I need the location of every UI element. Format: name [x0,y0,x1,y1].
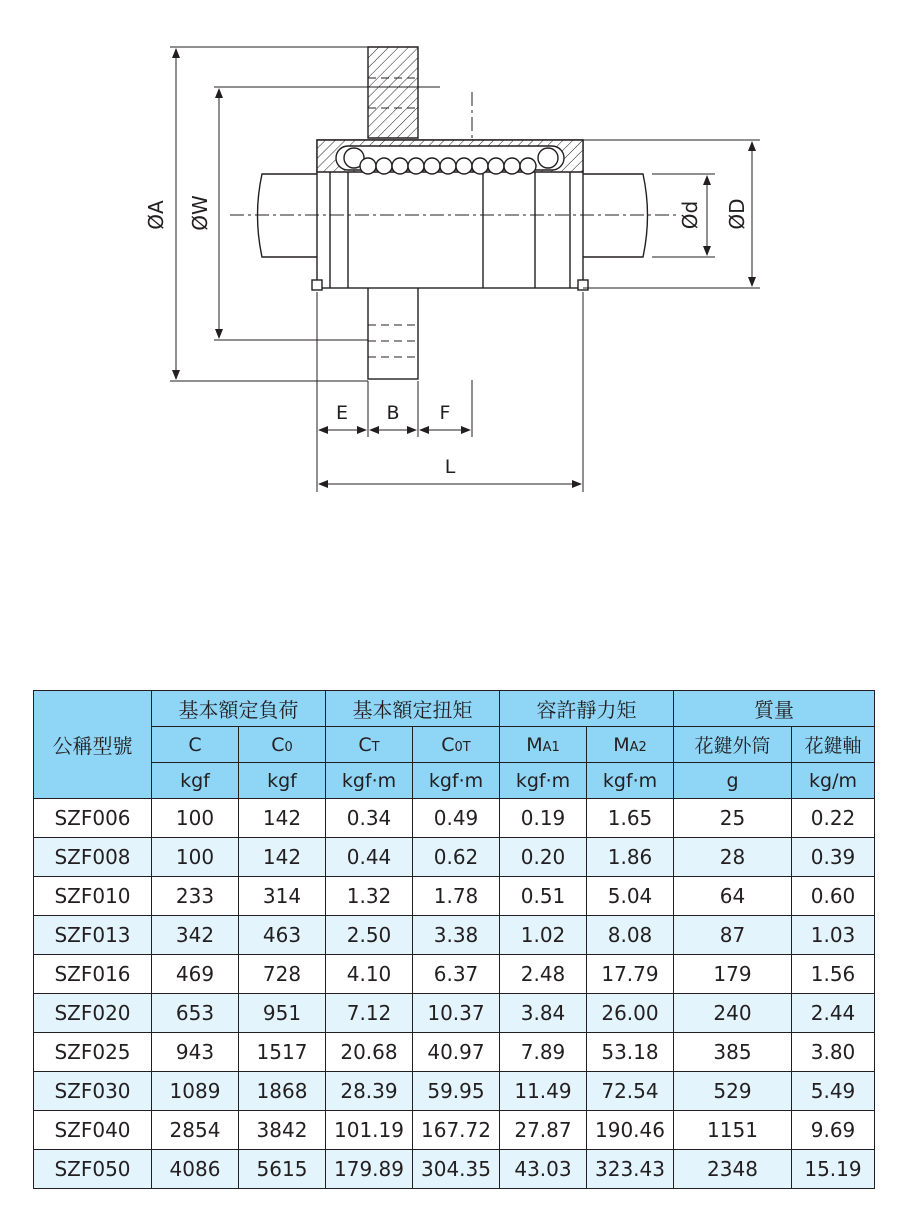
value-cell: 0.34 [326,799,413,838]
symbol-header [326,727,413,763]
value-cell: 2.44 [792,994,875,1033]
value-cell: 4.10 [326,955,413,994]
value-cell: 27.87 [500,1111,587,1150]
symbol-header [587,727,674,763]
symbol-sub: A1 [542,739,560,755]
value-cell: 8.08 [587,916,674,955]
symbol-main: C [271,733,285,756]
symbol-main: 花鍵軸 [804,735,862,757]
symbol-sub: 0 [284,739,293,755]
value-cell: 64 [674,877,792,916]
value-cell: 5.49 [792,1072,875,1111]
symbol-header [152,727,239,763]
value-cell: 469 [152,955,239,994]
value-cell: 7.89 [500,1033,587,1072]
technical-drawing [0,0,900,560]
value-cell: 28.39 [326,1072,413,1111]
value-cell: 6.37 [413,955,500,994]
unit-header: kgf·m [500,763,587,799]
symbol-main: M [526,733,543,756]
label-dia-d-outer: ØD [725,198,749,230]
symbol-header [792,727,875,763]
symbol-main: C [358,733,372,756]
symbol-main: C [441,733,455,756]
symbol-header [413,727,500,763]
model-cell: SZF013 [34,916,152,955]
value-cell: 10.37 [413,994,500,1033]
model-cell: SZF025 [34,1033,152,1072]
value-cell: 240 [674,994,792,1033]
value-cell: 4086 [152,1150,239,1189]
value-cell: 1.32 [326,877,413,916]
model-cell: SZF020 [34,994,152,1033]
value-cell: 72.54 [587,1072,674,1111]
value-cell: 1.65 [587,799,674,838]
value-cell: 385 [674,1033,792,1072]
model-cell: SZF050 [34,1150,152,1189]
value-cell: 0.49 [413,799,500,838]
symbol-header [239,727,326,763]
value-cell: 5.04 [587,877,674,916]
symbol-sub: T [371,739,380,755]
group-header: 容許靜力矩 [500,691,674,727]
value-cell: 28 [674,838,792,877]
value-cell: 1.78 [413,877,500,916]
value-cell: 0.51 [500,877,587,916]
value-cell: 142 [239,838,326,877]
table-row [34,877,875,916]
value-cell: 233 [152,877,239,916]
model-header: 公稱型號 [34,691,152,799]
value-cell: 100 [152,838,239,877]
label-f: F [439,402,451,424]
value-cell: 53.18 [587,1033,674,1072]
value-cell: 304.35 [413,1150,500,1189]
model-cell: SZF008 [34,838,152,877]
value-cell: 0.44 [326,838,413,877]
value-cell: 0.62 [413,838,500,877]
table-row [34,1033,875,1072]
value-cell: 59.95 [413,1072,500,1111]
table-row [34,838,875,877]
group-header: 基本額定負荷 [152,691,326,727]
table-row [34,1072,875,1111]
unit-header: kgf [152,763,239,799]
label-dia-w: ØW [188,195,212,231]
value-cell: 142 [239,799,326,838]
value-cell: 0.22 [792,799,875,838]
value-cell: 3.38 [413,916,500,955]
value-cell: 342 [152,916,239,955]
value-cell: 653 [152,994,239,1033]
label-b: B [386,402,400,424]
unit-header: kg/m [792,763,875,799]
value-cell: 87 [674,916,792,955]
value-cell: 1868 [239,1072,326,1111]
value-cell: 3.80 [792,1033,875,1072]
value-cell: 2348 [674,1150,792,1189]
value-cell: 728 [239,955,326,994]
label-e: E [335,402,349,424]
value-cell: 1.86 [587,838,674,877]
symbol-main: C [188,733,202,756]
label-l: L [444,456,456,478]
value-cell: 15.19 [792,1150,875,1189]
value-cell: 20.68 [326,1033,413,1072]
label-dia-d: Ød [678,200,702,230]
value-cell: 323.43 [587,1150,674,1189]
spec-table [33,690,875,1189]
value-cell: 179 [674,955,792,994]
unit-header: kgf·m [326,763,413,799]
symbol-header [674,727,792,763]
value-cell: 5615 [239,1150,326,1189]
value-cell: 951 [239,994,326,1033]
value-cell: 2.48 [500,955,587,994]
value-cell: 2.50 [326,916,413,955]
value-cell: 101.19 [326,1111,413,1150]
value-cell: 3.84 [500,994,587,1033]
symbol-header [500,727,587,763]
group-header: 基本額定扭矩 [326,691,500,727]
table-row [34,994,875,1033]
symbol-sub: 0T [454,739,471,755]
group-header: 質量 [674,691,875,727]
value-cell: 0.39 [792,838,875,877]
table-row [34,1111,875,1150]
value-cell: 943 [152,1033,239,1072]
unit-header: kgf [239,763,326,799]
value-cell: 43.03 [500,1150,587,1189]
value-cell: 0.20 [500,838,587,877]
value-cell: 190.46 [587,1111,674,1150]
table-row [34,916,875,955]
symbol-main: M [613,733,630,756]
value-cell: 167.72 [413,1111,500,1150]
value-cell: 1.02 [500,916,587,955]
value-cell: 0.19 [500,799,587,838]
symbol-sub: A2 [629,739,647,755]
value-cell: 40.97 [413,1033,500,1072]
value-cell: 26.00 [587,994,674,1033]
value-cell: 7.12 [326,994,413,1033]
unit-header: kgf·m [587,763,674,799]
unit-header: kgf·m [413,763,500,799]
flange-upper [368,47,418,138]
value-cell: 25 [674,799,792,838]
value-cell: 463 [239,916,326,955]
value-cell: 1.03 [792,916,875,955]
value-cell: 0.60 [792,877,875,916]
unit-header: g [674,763,792,799]
value-cell: 9.69 [792,1111,875,1150]
model-cell: SZF016 [34,955,152,994]
flange-lower [368,285,418,379]
table-row [34,1150,875,1189]
value-cell: 100 [152,799,239,838]
value-cell: 17.79 [587,955,674,994]
value-cell: 1151 [674,1111,792,1150]
model-cell: SZF006 [34,799,152,838]
table-row [34,799,875,838]
symbol-main: 花鍵外筒 [694,735,771,757]
value-cell: 2854 [152,1111,239,1150]
value-cell: 179.89 [326,1150,413,1189]
value-cell: 1089 [152,1072,239,1111]
value-cell: 314 [239,877,326,916]
value-cell: 1.56 [792,955,875,994]
model-cell: SZF030 [34,1072,152,1111]
label-dia-a: ØA [144,200,168,230]
table-row [34,955,875,994]
model-cell: SZF010 [34,877,152,916]
value-cell: 1517 [239,1033,326,1072]
model-cell: SZF040 [34,1111,152,1150]
value-cell: 529 [674,1072,792,1111]
value-cell: 11.49 [500,1072,587,1111]
value-cell: 3842 [239,1111,326,1150]
